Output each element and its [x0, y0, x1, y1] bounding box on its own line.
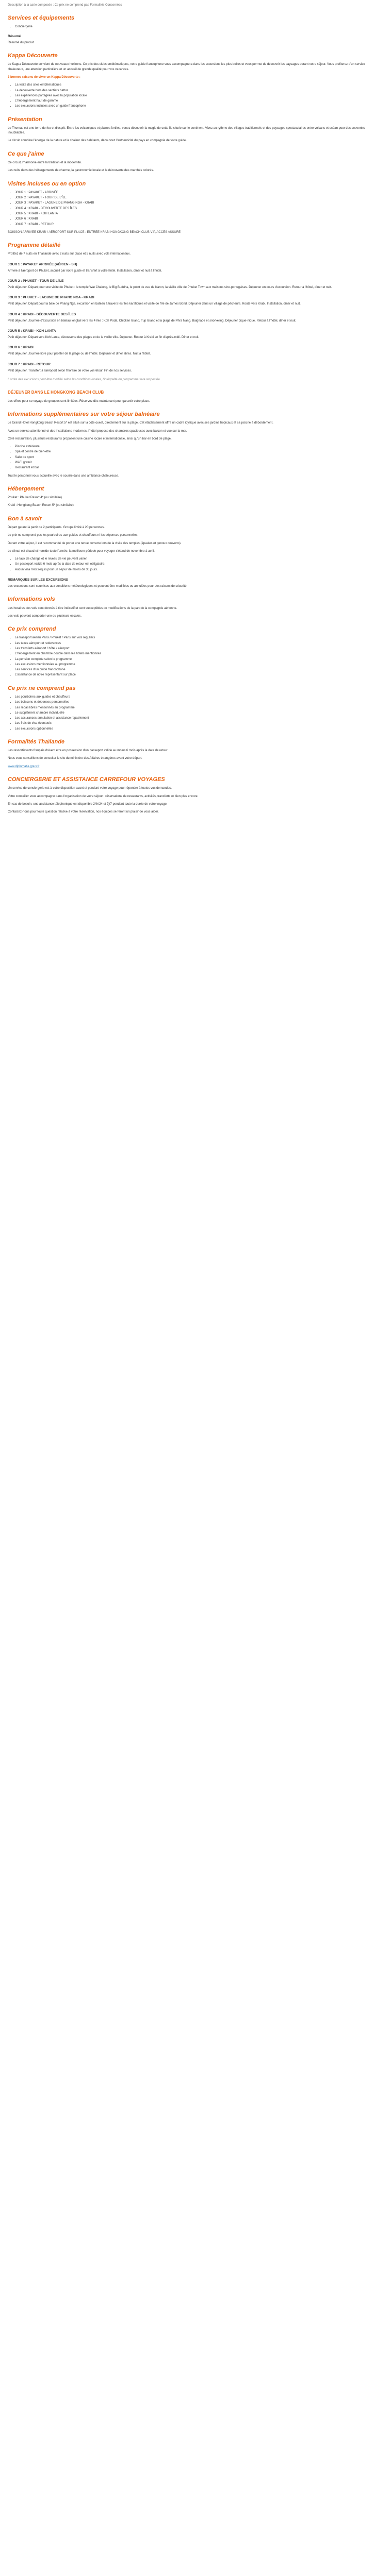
- included-item: • L'assistance de notre représentant sur place: [15, 673, 368, 677]
- not-included-item: • Le supplément chambre individuelle: [15, 711, 368, 716]
- visit-item: • JOUR 5 : KRABI - KOH LANTA: [15, 212, 368, 216]
- concierge-para: Votre conseiller vous accompagne dans l'organisation de votre séjour : réservations de restaurants, activités, transferts et bien plus encore.: [8, 794, 199, 798]
- likes-para: Les nuits dans des hébergements de charme, la gastronomie locale et la découverte des marchés colorés.: [8, 169, 154, 173]
- concierge-para: En cas de besoin, une assistance téléphonique est disponible 24h/24 et 7j/7 pendant toute la durée de votre voyage.: [8, 802, 168, 806]
- services-list: [8, 25, 368, 29]
- concierge-title: CONCIERGERIE ET ASSISTANCE CARREFOUR VOYAGES: [8, 776, 165, 783]
- included-item: • Le transport aérien Paris / Phuket / Paris sur vols réguliers: [15, 636, 368, 640]
- visits-note: BOISSON ARRIVÉE KRABI / AÉROPORT SUR PLACE : ENTRÉE KRABI HONGKONG BEACH CLUB VIP, ACCÈS ASSURÉ: [8, 230, 181, 234]
- kappa-reasons-title: 3 bonnes raisons de vivre un Kappa Découverte :: [8, 75, 80, 79]
- excursions-remarks-text: Les excursions sont soumises aux conditions météorologiques et peuvent être modifiées ou annulées pour des raisons de sécurité.: [8, 585, 188, 588]
- day-text: Petit déjeuner. Départ pour la baie de Phang Nga, excursion en bateau à travers les îles karstiques et visite de l'île de James Bond. Déjeuner dans un village de pêcheurs. Route vers Krabi. Installation, dîner et nuit.: [8, 302, 301, 306]
- flights-para: Les vols peuvent comporter une ou plusieurs escales.: [8, 614, 82, 618]
- included-item: • Les excursions mentionnées au programme: [15, 663, 368, 667]
- kappa-item: • Les expériences partagées avec la population locale: [15, 94, 368, 98]
- kappa-list: [8, 83, 368, 109]
- kappa-item: • La visite des sites emblématiques: [15, 83, 368, 88]
- day-block: [8, 279, 368, 290]
- not-included-item: • Les frais de visa éventuels: [15, 721, 368, 726]
- day-title: JOUR 1 : PAYAKET ARRIVÉE (AÉRIEN - SH): [8, 262, 77, 266]
- good-to-know-para: Le prix ne comprend pas les pourboires aux guides et chauffeurs ni les dépenses personnelles.: [8, 534, 139, 537]
- infos-para: Avec un service attentionné et des installations modernes, l'hôtel propose des chambres spacieuses avec balcon et vue sur la mer.: [8, 429, 187, 433]
- summary-title: Résumé: [8, 34, 21, 38]
- day-title: JOUR 7 : KRABI - RETOUR: [8, 362, 51, 366]
- summary-text: Résumé du produit: [8, 41, 34, 44]
- programme-footnote: L'ordre des excursions peut être modifié selon les conditions locales, l'intégralité du programme sera respectée.: [8, 378, 161, 382]
- day-block: [8, 295, 368, 307]
- accommodation-item: Krabi : Hongkong Beach Resort 5* (ou similaire): [8, 504, 74, 507]
- flights-title: Informations vols: [8, 596, 55, 603]
- day-block: [8, 329, 368, 340]
- cta-text: Les offres pour ce voyage de groupes sont limitées. Réservez dès maintenant pour garantir votre place.: [8, 399, 150, 403]
- day-block: [8, 312, 368, 324]
- likes-para: Ce circuit, l'harmonie entre la tradition et la modernité.: [8, 161, 82, 164]
- included-item: • Les transferts aéroport / hôtel / aéroport: [15, 647, 368, 651]
- visit-item: • JOUR 3 : PAYAKET - LAGUNE DE PHANG NGA - KRABI: [15, 201, 368, 206]
- not-included-item: • Les assurances annulation et assistance rapatriement: [15, 716, 368, 721]
- day-title: JOUR 2 : PHUKET - TOUR DE L'ÎLE: [8, 279, 64, 283]
- good-to-know-para: Le climat est chaud et humide toute l'année, la meilleure période pour voyager s'étend de novembre à avril.: [8, 549, 155, 553]
- good-to-know-para: Durant votre séjour, il est recommandé de porter une tenue correcte lors de la visite des temples (épaules et genoux couverts).: [8, 541, 182, 545]
- services-title: Services et équipements: [8, 15, 75, 22]
- day-block: [8, 262, 368, 274]
- day-block: [8, 345, 368, 357]
- included-item: • La pension complète selon le programme: [15, 657, 368, 662]
- good-to-know-item: • Le taux de change et le niveau de vie peuvent varier.: [15, 557, 368, 562]
- visit-item: • JOUR 1 : PAYAKET - ARRIVÉE: [15, 191, 368, 195]
- day-text: Arrivée à l'aéroport de Phuket, accueil par notre guide et transfert à votre hôtel. Installation, dîner et nuit à l'hôtel.: [8, 269, 162, 273]
- formalities-para: Nous vous conseillons de consulter le site du ministère des Affaires étrangères avant votre départ.: [8, 757, 142, 760]
- infos-para: Côté restauration, plusieurs restaurants proposent une cuisine locale et internationale, ainsi qu'un bar en bord de plage.: [8, 437, 172, 440]
- visits-list: [8, 191, 368, 227]
- included-title: Ce prix comprend: [8, 626, 56, 633]
- kappa-item: • La découverte hors des sentiers battus: [15, 89, 368, 93]
- formalities-title: Formalités Thaïlande: [8, 738, 65, 745]
- kappa-item: • L'hébergement haut de gamme: [15, 99, 368, 104]
- intro-text: Description à la carte composée : Ce prix ne comprend pas Formalités Concernées: [8, 4, 122, 7]
- infos-title: Informations supplémentaires sur votre séjour balnéaire: [8, 411, 160, 418]
- concierge-para: Un service de conciergerie est à votre disposition avant et pendant votre voyage pour répondre à toutes vos demandes.: [8, 787, 172, 790]
- day-title: JOUR 6 : KRABI: [8, 346, 34, 350]
- day-text: Petit déjeuner. Journée libre pour profiter de la plage ou de l'hôtel. Déjeuner et dîner libres. Nuit à l'hôtel.: [8, 352, 151, 356]
- infos-item: • Spa et centre de bien-être: [15, 450, 368, 454]
- infos-item: • Wi-Fi gratuit: [15, 461, 368, 465]
- kappa-para: Le Kappa Découverte convient de nouveaux horizons. Ce prix des clubs emblématiques, votre guide francophone vous accompagnera dans les excursions les plus belles et vous permet de découvrir les paysages durant votre séjour. Vous profiterez d'un service chaleureux, une attention particulière et un accueil de grande qualité pour vos vacances.: [8, 63, 365, 71]
- visit-item: • JOUR 6 : KRABI: [15, 217, 368, 222]
- not-included-item: • Les boissons et dépenses personnelles: [15, 700, 368, 705]
- visits-title: Visites incluses ou en option: [8, 180, 86, 187]
- day-text: Petit déjeuner. Départ pour une visite de Phuket : le temple Wat Chalong, le Big Buddha, le point de vue de Karon, la vieille ville de Phuket Town aux maisons sino-portugaises. Déjeuner en cours d'excursion. Retour à l'hôtel, dîner et nuit.: [8, 286, 332, 290]
- programme-title: Programme détaillé: [8, 242, 61, 249]
- flights-para: Les horaires des vols sont donnés à titre indicatif et sont susceptibles de modifications de la part de la compagnie aérienne.: [8, 606, 177, 610]
- service-item: • Conciergerie: [15, 25, 368, 29]
- day-text: Petit déjeuner. Journée d'excursion en bateau longtail vers les 4 îles : Koh Poda, Chicken Island, Tup Island et la plage de Phra Nang. Baignade et snorkeling. Déjeuner pique-nique. Retour à l'hôtel, dîner et nuit.: [8, 319, 297, 323]
- good-to-know-item: • Un passeport valide 6 mois après la date de retour est obligatoire.: [15, 562, 368, 567]
- day-title: JOUR 3 : PHUKET - LAGUNE DE PHANG NGA - KRABI: [8, 296, 94, 300]
- good-to-know-para: Départ garanti à partir de 2 participants. Groupe limité à 20 personnes.: [8, 526, 105, 529]
- accommodation-title: Hébergement: [8, 485, 44, 492]
- not-included-list: [8, 695, 368, 732]
- visit-item: • JOUR 2 : PAYAKET - TOUR DE L'ÎLE: [15, 196, 368, 200]
- excursions-remarks-title: REMARQUES SUR LES EXCURSIONS: [8, 578, 69, 582]
- infos-item: • Restaurant et bar: [15, 466, 368, 470]
- presentation-para: Le Thomas est une terre de feu et d'esprit. Entre lac volcaniques et plaines fertiles, venez découvrir la magie de cette île située sur le continent. Vivez au rythme des villages traditionnels et des paysages spectaculaires entre volcans et océan pour des souvenirs inoubliables.: [8, 126, 365, 135]
- not-included-title: Ce prix ne comprend pas: [8, 685, 76, 691]
- cta-title: DÉJEUNER DANS LE HONGKONG BEACH CLUB: [8, 390, 104, 395]
- included-item: • L'hébergement en chambre double dans les hôtels mentionnés: [15, 652, 368, 656]
- formalities-link[interactable]: www.diplomatie.gouv.fr: [8, 765, 40, 768]
- infos-item: • Salle de sport: [15, 455, 368, 460]
- infos-tail: Tout le personnel vous accueille avec le sourire dans une ambiance chaleureuse.: [8, 474, 119, 478]
- visit-item: • JOUR 4 : KRABI - DÉCOUVERTE DES ÎLES: [15, 207, 368, 211]
- good-to-know-item: • Aucun visa n'est requis pour un séjour de moins de 30 jours.: [15, 568, 368, 572]
- day-block: [8, 362, 368, 374]
- day-text: Petit déjeuner. Départ vers Koh Lanta, découverte des plages et de la vieille ville. Déjeuner. Retour à Krabi en fin d'après-midi. Dîner et nuit.: [8, 336, 200, 340]
- formalities-para: Les ressortissants français doivent être en possession d'un passeport valide au moins 6 mois après la date de retour.: [8, 749, 168, 753]
- included-item: • Les taxes aéroport et redevances: [15, 641, 368, 646]
- infos-list: [8, 445, 368, 470]
- included-list: [8, 636, 368, 677]
- not-included-item: • Les pourboires aux guides et chauffeurs: [15, 695, 368, 700]
- day-title: JOUR 4 : KRABI - DÉCOUVERTE DES ÎLES: [8, 312, 76, 316]
- presentation-para: Le circuit combine l'énergie de la nature et la chaleur des habitants, découvrez l'authenticité du pays en compagnie de votre guide.: [8, 139, 187, 143]
- presentation-title: Présentation: [8, 116, 42, 123]
- not-included-item: • Les repas libres mentionnés au programme: [15, 706, 368, 710]
- day-text: Petit déjeuner. Transfert à l'aéroport selon l'horaire de votre vol retour. Fin de nos services.: [8, 369, 132, 372]
- included-item: • Les services d'un guide francophone: [15, 668, 368, 672]
- day-title: JOUR 5 : KRABI - KOH LANTA: [8, 329, 56, 333]
- concierge-para: Contactez-nous pour toute question relative à votre réservation, nos équipes se feront un plaisir de vous aider.: [8, 810, 159, 814]
- accommodation-item: Phuket : Phuket Resort 4* (ou similaire): [8, 496, 62, 500]
- likes-title: Ce que j'aime: [8, 150, 44, 157]
- kappa-item: • Les excursions incluses avec un guide francophone: [15, 104, 368, 109]
- not-included-item: • Les excursions optionnelles: [15, 727, 368, 732]
- infos-para: Le Grand Hotel Hongkong Beach Resort 5* est situé sur la côte ouest, directement sur la plage. Cet établissement offre un cadre idyllique avec ses jardins tropicaux et sa piscine à débordement.: [8, 421, 273, 425]
- good-to-know-title: Bon à savoir: [8, 515, 42, 522]
- product-page: [0, 0, 376, 828]
- good-to-know-list: [8, 557, 368, 572]
- kappa-title: Kappa Découverte: [8, 53, 58, 59]
- visit-item: • JOUR 7 : KRABI - RETOUR: [15, 223, 368, 227]
- programme-lead: Profitez de 7 nuits en Thaïlande avec 2 nuits sur place et 5 nuits avec vols internationaux.: [8, 252, 131, 256]
- infos-item: • Piscine extérieure: [15, 445, 368, 449]
